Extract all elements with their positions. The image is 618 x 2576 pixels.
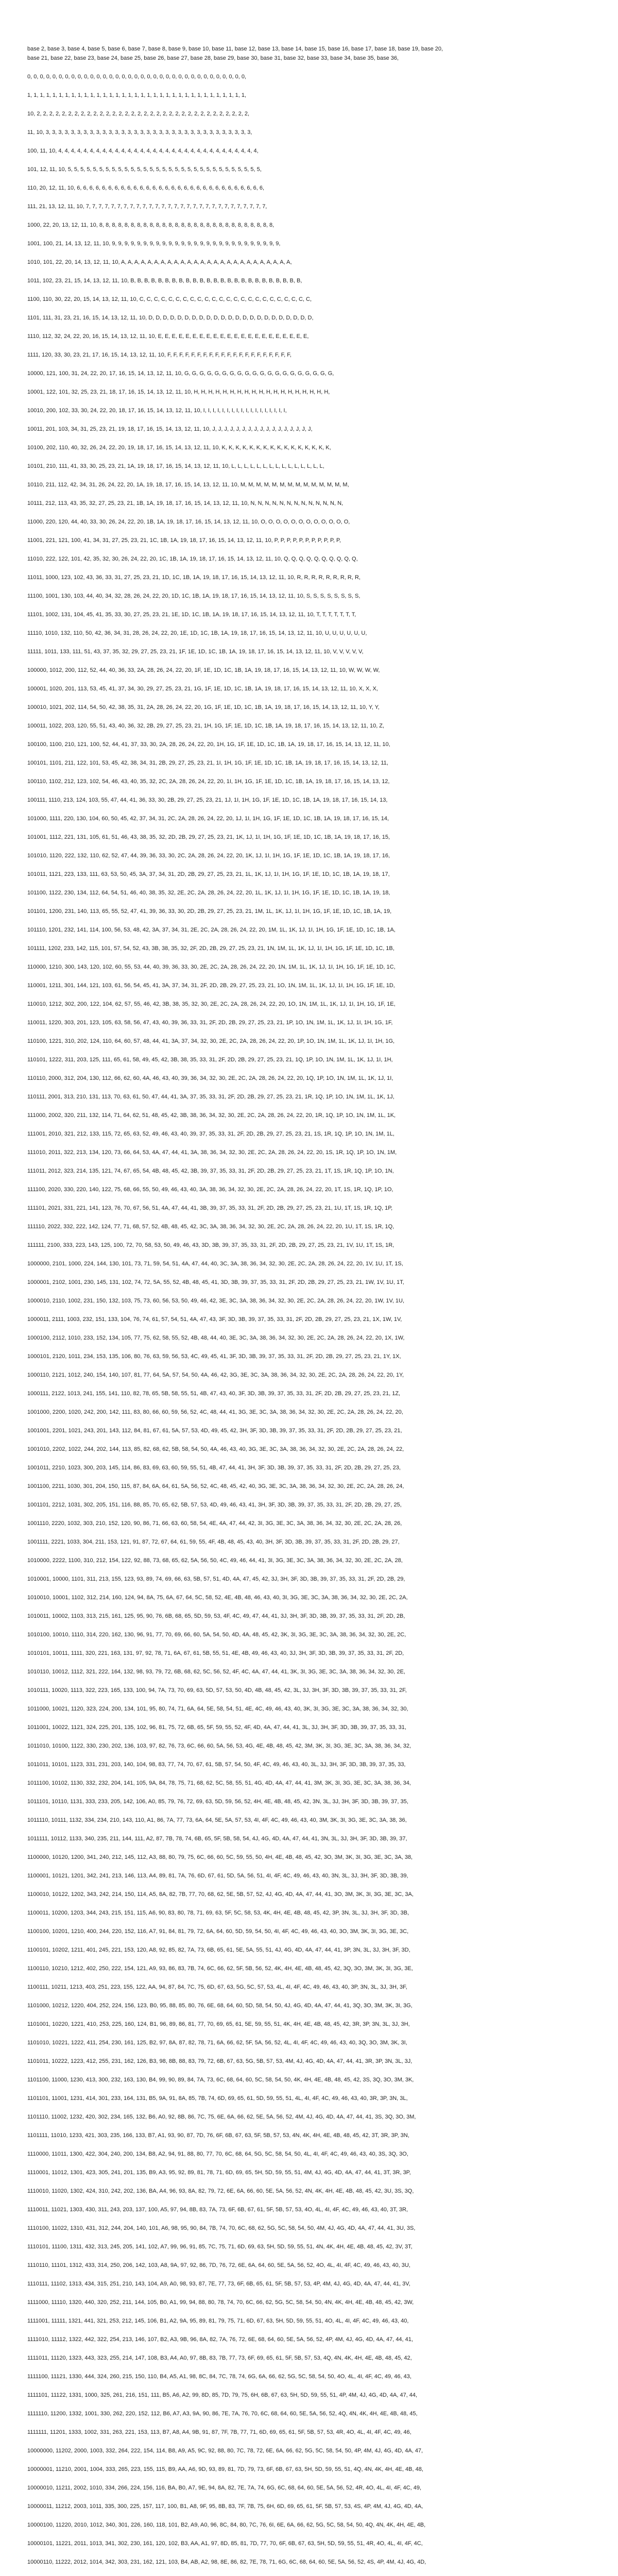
number-row: 1000010, 2110, 1002, 231, 150, 132, 103, 75, 73, 60, 56, 53, 50, 49, 46, 42, 3E, 3C, 3A, 38, 36, 34, 32, 30, 2E, 2C, 2A, 28, 26, 24, 22, 20, 1W, 1V, 1U, [27,1298,405,1304]
number-row: 111101, 2021, 331, 221, 141, 123, 76, 70, 67, 56, 51, 4A, 47, 44, 41, 3B, 39, 37, 35, 33, 31, 2F, 2D, 2B, 29, 27, 25, 23, 21, 1U, 1T, 1S, 1R, 1Q, 1P, [27,1205,393,1211]
number-row: 10000, 121, 100, 31, 24, 22, 20, 17, 16, 15, 14, 13, 12, 11, 10, G, G, G, G, G, G, G, G, G, G, G, G, G, G, G, G, G, G, G, G, [27,370,334,377]
number-row: 110010, 1212, 302, 200, 122, 104, 62, 57, 55, 46, 42, 3B, 38, 35, 32, 30, 2E, 2C, 2A, 28, 26, 24, 22, 20, 1O, 1N, 1M, 1L, 1K, 1J, 1I, 1H, 1G, 1F, 1E, [27,1001,396,1007]
header-line-2: base 21, base 22, base 23, base 24, base 25, base 26, base 27, base 28, base 29, base 30, base 31, base 32, base 33, base 34, base 35, base 36, [27,55,399,61]
number-row: 111001, 2010, 321, 212, 133, 115, 72, 65, 63, 52, 49, 46, 43, 40, 39, 37, 35, 33, 31, 2F, 2D, 2B, 29, 27, 25, 23, 21, 1S, 1R, 1Q, 1P, 1O, 1N, 1M, 1L, [27,1131,394,1137]
number-row: 1101100, 11000, 1230, 413, 300, 232, 163, 130, B4, 99, 90, 89, 84, 7A, 73, 6C, 68, 64, 60, 5C, 58, 54, 50, 4K, 4H, 4E, 4B, 48, 45, 42, 3S, 3Q, 3O, 3M, 3K, [27,2077,414,2083]
number-row: 101, 12, 11, 10, 5, 5, 5, 5, 5, 5, 5, 5, 5, 5, 5, 5, 5, 5, 5, 5, 5, 5, 5, 5, 5, 5, 5, 5, 5, 5, 5, 5, 5, 5, 5, [27,166,262,173]
number-row: 1000, 22, 20, 13, 12, 11, 10, 8, 8, 8, 8, 8, 8, 8, 8, 8, 8, 8, 8, 8, 8, 8, 8, 8, 8, 8, 8, 8, 8, 8, 8, 8, 8, 8, 8, [27,222,274,228]
number-row: 1001011, 2210, 1023, 300, 203, 145, 114, 86, 83, 69, 63, 60, 59, 55, 51, 4B, 47, 44, 41, 3H, 3F, 3D, 3B, 39, 37, 35, 33, 31, 2F, 2D, 2B, 29, 27, 25, 23, [27,1465,401,1471]
number-row: 111011, 2012, 323, 214, 135, 121, 74, 67, 65, 54, 4B, 48, 45, 42, 3B, 39, 37, 35, 33, 31, 2F, 2D, 2B, 29, 27, 25, 23, 21, 1T, 1S, 1R, 1Q, 1P, 1O, 1N, [27,1168,394,1174]
number-row: 1000001, 2102, 1001, 230, 145, 131, 102, 74, 72, 5A, 55, 52, 4B, 48, 45, 41, 3D, 3B, 39, 37, 35, 33, 31, 2F, 2D, 2B, 29, 27, 25, 23, 21, 1W, 1V, 1U, 1T, [27,1279,404,1285]
number-row: 10100, 202, 110, 40, 32, 26, 24, 22, 20, 19, 18, 17, 16, 15, 14, 13, 12, 11, 10, K, K, K, K, K, K, K, K, K, K, K, K, K, K, K, K, [27,445,331,451]
number-row: 1101110, 11002, 1232, 420, 302, 234, 165, 132, B6, A0, 92, 8B, 86, 7C, 75, 6E, 6A, 66, 62, 5E, 5A, 56, 52, 4M, 4J, 4G, 4D, 4A, 47, 44, 41, 3S, 3Q, 3O, 3M, [27,2114,416,2120]
number-row: 110000, 1210, 300, 143, 120, 102, 60, 55, 53, 44, 40, 39, 36, 33, 30, 2E, 2C, 2A, 28, 26, 24, 22, 20, 1N, 1M, 1L, 1K, 1J, 1I, 1H, 1G, 1F, 1E, 1D, 1C, [27,964,396,970]
number-row: 111111, 2100, 333, 223, 143, 125, 100, 72, 70, 58, 53, 50, 49, 46, 43, 3D, 3B, 39, 37, 35, 33, 31, 2F, 2D, 2B, 29, 27, 25, 23, 21, 1V, 1U, 1T, 1S, 1R, [27,1242,394,1248]
number-row: 11100, 1001, 130, 103, 44, 40, 34, 32, 28, 26, 24, 22, 20, 1D, 1C, 1B, 1A, 19, 18, 17, 16, 15, 14, 13, 12, 11, 10, S, S, S, S, S, S, S, S, [27,593,360,599]
number-row: 1011100, 10102, 1130, 332, 232, 204, 141, 105, 9A, 84, 78, 75, 71, 68, 62, 5C, 58, 55, 51, 4G, 4D, 4A, 47, 44, 41, 3M, 3K, 3I, 3G, 3E, 3C, 3A, 38, 36, 34, [27,1780,411,1786]
number-row: 10101, 210, 111, 41, 33, 30, 25, 23, 21, 1A, 19, 18, 17, 16, 15, 14, 13, 12, 11, 10, L, L, L, L, L, L, L, L, L, L, L, L, L, L, L, [27,463,324,469]
number-row: 110101, 1222, 311, 203, 125, 111, 65, 61, 58, 49, 45, 42, 3B, 38, 35, 33, 31, 2F, 2D, 2B, 29, 27, 25, 23, 21, 1Q, 1P, 1O, 1N, 1M, 1L, 1K, 1J, 1I, 1H, [27,1057,393,1063]
number-row: 1110000, 11011, 1300, 422, 304, 240, 200, 134, B8, A2, 94, 91, 88, 80, 77, 70, 6C, 68, 64, 5G, 5C, 58, 54, 50, 4L, 4I, 4F, 4C, 49, 46, 43, 40, 3S, 3Q, 3O, [27,2151,408,2157]
number-row: 1100100, 10201, 1210, 400, 244, 220, 152, 116, A7, 91, 84, 81, 79, 72, 6A, 64, 60, 5D, 59, 54, 50, 4I, 4F, 4C, 49, 46, 43, 40, 3O, 3M, 3K, 3I, 3G, 3E, 3C, [27,1928,409,1935]
number-row: 1000110, 2121, 1012, 240, 154, 140, 107, 81, 77, 64, 5A, 57, 54, 50, 4A, 46, 42, 3G, 3E, 3C, 3A, 38, 36, 34, 32, 30, 2E, 2C, 2A, 28, 26, 24, 22, 20, 1Y, [27,1372,404,1378]
number-row: 1000011, 2111, 1003, 232, 151, 133, 104, 76, 74, 61, 57, 54, 51, 4A, 47, 43, 3F, 3D, 3B, 39, 37, 35, 33, 31, 2F, 2D, 2B, 29, 27, 25, 23, 21, 1X, 1W, 1V, [27,1316,402,1323]
number-row: 100011, 1022, 203, 120, 55, 51, 43, 40, 36, 32, 2B, 29, 27, 25, 23, 21, 1H, 1G, 1F, 1E, 1D, 1C, 1B, 1A, 19, 18, 17, 16, 15, 14, 13, 12, 11, 10, Z, [27,723,385,729]
number-row: 1111100, 11121, 1330, 444, 324, 260, 215, 150, 110, B4, A5, A1, 98, 8C, 84, 7C, 78, 74, 6G, 6A, 66, 62, 5G, 5C, 58, 54, 50, 4O, 4L, 4I, 4F, 4C, 49, 46, 43, [27,2374,411,2380]
number-row: 11000, 220, 120, 44, 40, 33, 30, 26, 24, 22, 20, 1B, 1A, 19, 18, 17, 16, 15, 14, 13, 12, 11, 10, O, O, O, O, O, O, O, O, O, O, O, O, [27,519,350,525]
number-row: 1001111, 2221, 1033, 304, 211, 153, 121, 91, 87, 72, 67, 64, 61, 59, 55, 4F, 4B, 48, 45, 43, 40, 3H, 3F, 3D, 3B, 39, 37, 35, 33, 31, 2F, 2D, 2B, 29, 27, [27,1539,400,1545]
number-row: 1011001, 10022, 1121, 324, 225, 201, 135, 102, 96, 81, 75, 72, 6B, 65, 5F, 59, 55, 52, 4F, 4D, 4A, 47, 44, 41, 3L, 3J, 3H, 3F, 3D, 3B, 39, 37, 35, 33, 31, [27,1724,406,1731]
number-row: 100010, 1021, 202, 114, 54, 50, 42, 38, 35, 31, 2A, 28, 26, 24, 22, 20, 1G, 1F, 1E, 1D, 1C, 1B, 1A, 19, 18, 17, 16, 15, 14, 13, 12, 11, 10, Y, Y, [27,704,380,710]
number-row: 1110011, 11021, 1303, 430, 311, 243, 203, 137, 100, A5, 97, 94, 8B, 83, 7A, 73, 6F, 6B, 67, 61, 5F, 5B, 57, 53, 4O, 4L, 4I, 4F, 4C, 49, 46, 43, 40, 3T, 3R, [27,2207,408,2213]
number-row: 1010, 101, 22, 20, 14, 13, 12, 11, 10, A, A, A, A, A, A, A, A, A, A, A, A, A, A, A, A, A, A, A, A, A, A, A, A, A, A, [27,259,292,265]
number-row: 101110, 1201, 232, 141, 114, 100, 56, 53, 48, 42, 3A, 37, 34, 31, 2E, 2C, 2A, 28, 26, 24, 22, 20, 1M, 1L, 1K, 1J, 1I, 1H, 1G, 1F, 1E, 1D, 1C, 1B, 1A, [27,927,396,933]
number-row: 1101001, 10220, 1221, 410, 253, 225, 160, 124, B1, 96, 89, 86, 81, 77, 70, 69, 65, 61, 5E, 59, 55, 51, 4K, 4H, 4E, 4B, 48, 45, 42, 3R, 3P, 3N, 3L, 3J, 3H, [27,2021,410,2027]
header [27,44,599,63]
number-row: 10000011, 11212, 2003, 1011, 335, 300, 225, 157, 117, 100, B1, A8, 9F, 95, 8B, 83, 7F, 7B, 75, 6H, 6D, 69, 65, 61, 5F, 5B, 57, 53, 4S, 4P, 4M, 4J, 4G, 4D, 4A, [27,2503,423,2510]
number-row: 1111001, 11111, 1321, 441, 321, 253, 212, 145, 106, B1, A2, 9A, 95, 89, 81, 79, 75, 71, 6D, 67, 63, 5H, 5D, 59, 55, 51, 4O, 4L, 4I, 4F, 4C, 49, 46, 43, 40, [27,2318,409,2324]
number-row: 100, 11, 10, 4, 4, 4, 4, 4, 4, 4, 4, 4, 4, 4, 4, 4, 4, 4, 4, 4, 4, 4, 4, 4, 4, 4, 4, 4, 4, 4, 4, 4, 4, 4, 4, [27,148,259,154]
number-row: 1100001, 10121, 1201, 342, 241, 213, 146, 113, A4, 89, 81, 7A, 76, 6D, 67, 61, 5D, 5A, 56, 51, 4I, 4F, 4C, 49, 46, 43, 40, 3N, 3L, 3J, 3H, 3F, 3D, 3B, 39, [27,1873,408,1879]
number-row: 11001, 221, 121, 100, 41, 34, 31, 27, 25, 23, 21, 1C, 1B, 1A, 19, 18, 17, 16, 15, 14, 13, 12, 11, 10, P, P, P, P, P, P, P, P, P, P, P, [27,537,341,544]
number-row: 111010, 2011, 322, 213, 134, 120, 73, 66, 64, 53, 4A, 47, 44, 41, 3A, 38, 36, 34, 32, 30, 2E, 2C, 2A, 28, 26, 24, 22, 20, 1S, 1R, 1Q, 1P, 1O, 1N, 1M, [27,1149,397,1156]
number-row: 101100, 1122, 230, 134, 112, 64, 54, 51, 46, 40, 38, 35, 32, 2E, 2C, 2A, 28, 26, 24, 22, 20, 1L, 1K, 1J, 1I, 1H, 1G, 1F, 1E, 1D, 1C, 1B, 1A, 19, 18, [27,890,390,896]
number-row: 1000100, 2112, 1010, 233, 152, 134, 105, 77, 75, 62, 58, 55, 52, 4B, 48, 44, 40, 3E, 3C, 3A, 38, 36, 34, 32, 30, 2E, 2C, 2A, 28, 26, 24, 22, 20, 1X, 1W, [27,1335,405,1341]
number-row: 1, 1, 1, 1, 1, 1, 1, 1, 1, 1, 1, 1, 1, 1, 1, 1, 1, 1, 1, 1, 1, 1, 1, 1, 1, 1, 1, 1, 1, 1, 1, 1, 1, 1, 1, [27,92,246,98]
number-row: 101111, 1202, 233, 142, 115, 101, 57, 54, 52, 43, 3B, 38, 35, 32, 2F, 2D, 2B, 29, 27, 25, 23, 21, 1N, 1M, 1L, 1K, 1J, 1I, 1H, 1G, 1F, 1E, 1D, 1C, 1B, [27,945,394,952]
number-row: 1001101, 2212, 1031, 302, 205, 151, 116, 88, 85, 70, 65, 62, 5B, 57, 53, 4D, 49, 46, 43, 41, 3H, 3F, 3D, 3B, 39, 37, 35, 33, 31, 2F, 2D, 2B, 29, 27, 25, [27,1502,402,1508]
number-row: 1001000, 2200, 1020, 242, 200, 142, 111, 83, 80, 66, 60, 59, 56, 52, 4C, 48, 44, 41, 3G, 3E, 3C, 3A, 38, 36, 34, 32, 30, 2E, 2C, 2A, 28, 26, 24, 22, 20, [27,1409,403,1415]
number-row: 110111, 2001, 313, 210, 131, 113, 70, 63, 61, 50, 47, 44, 41, 3A, 37, 35, 33, 31, 2F, 2D, 2B, 29, 27, 25, 23, 21, 1R, 1Q, 1P, 1O, 1N, 1M, 1L, 1K, 1J, [27,1094,394,1100]
number-row: 1111, 120, 33, 30, 23, 21, 17, 16, 15, 14, 13, 12, 11, 10, F, F, F, F, F, F, F, F, F, F, F, F, F, F, F, F, F, F, F, F, F, [27,352,291,358]
number-row: 110100, 1221, 310, 202, 124, 110, 64, 60, 57, 48, 44, 41, 3A, 37, 34, 32, 30, 2E, 2C, 2A, 28, 26, 24, 22, 20, 1P, 1O, 1N, 1M, 1L, 1K, 1J, 1I, 1H, 1G, [27,1038,395,1044]
number-row: 100110, 1102, 212, 123, 102, 54, 46, 43, 40, 35, 32, 2C, 2A, 28, 26, 24, 22, 20, 1I, 1H, 1G, 1F, 1E, 1D, 1C, 1B, 1A, 19, 18, 17, 16, 15, 14, 13, 12, [27,778,390,785]
number-row: 1000111, 2122, 1013, 241, 155, 141, 110, 82, 78, 65, 5B, 58, 55, 51, 4B, 47, 43, 40, 3F, 3D, 3B, 39, 37, 35, 33, 31, 2F, 2D, 2B, 29, 27, 25, 23, 21, 1Z, [27,1391,401,1397]
number-row: 1111101, 11122, 1331, 1000, 325, 261, 216, 151, 111, B5, A6, A2, 99, 8D, 85, 7D, 79, 75, 6H, 6B, 67, 63, 5H, 5D, 59, 55, 51, 4P, 4M, 4J, 4G, 4D, 4A, 47, 44, [27,2392,418,2398]
number-row: 111, 21, 13, 12, 11, 10, 7, 7, 7, 7, 7, 7, 7, 7, 7, 7, 7, 7, 7, 7, 7, 7, 7, 7, 7, 7, 7, 7, 7, 7, 7, 7, 7, 7, 7, [27,204,267,210]
document [27,44,599,2576]
header-line-1: base 2, base 3, base 4, base 5, base 6, base 7, base 8, base 9, base 10, base 11, base 12, base 13, base 14, base 15, base 16, base 17, base 18, base 19, base 20, [27,46,443,52]
number-row: 10011, 201, 103, 34, 31, 25, 23, 21, 19, 18, 17, 16, 15, 14, 13, 12, 11, 10, J, J, J, J, J, J, J, J, J, J, J, J, J, J, J, J, J, [27,426,313,432]
number-row: 101011, 1121, 223, 133, 111, 63, 53, 50, 45, 3A, 37, 34, 31, 2D, 2B, 29, 27, 25, 23, 21, 1L, 1K, 1J, 1I, 1H, 1G, 1F, 1E, 1D, 1C, 1B, 1A, 19, 18, 17, [27,871,390,877]
number-row: 1001110, 2220, 1032, 303, 210, 152, 120, 90, 86, 71, 66, 63, 60, 58, 54, 4E, 4A, 47, 44, 42, 3I, 3G, 3E, 3C, 3A, 38, 36, 34, 32, 30, 2E, 2C, 2A, 28, 26, [27,1520,402,1527]
number-row: 1110, 112, 32, 24, 22, 20, 16, 15, 14, 13, 12, 11, 10, E, E, E, E, E, E, E, E, E, E, E, E, E, E, E, E, E, E, E, E, E, E, [27,333,309,340]
number-row: 1011, 102, 23, 21, 15, 14, 13, 12, 11, 10, B, B, B, B, B, B, B, B, B, B, B, B, B, B, B, B, B, B, B, B, B, B, B, B, B, [27,278,302,284]
number-row: 10000110, 11222, 2012, 1014, 342, 303, 231, 162, 121, 103, B4, AB, A2, 98, 8E, 86, 82, 7E, 78, 71, 6G, 6C, 68, 64, 60, 5E, 5A, 56, 52, 4S, 4P, 4M, 4J, 4G, 4D, [27,2559,426,2565]
number-row: 11, 10, 3, 3, 3, 3, 3, 3, 3, 3, 3, 3, 3, 3, 3, 3, 3, 3, 3, 3, 3, 3, 3, 3, 3, 3, 3, 3, 3, 3, 3, 3, 3, 3, 3, [27,129,252,135]
number-row: 100100, 1100, 210, 121, 100, 52, 44, 41, 37, 33, 30, 2A, 28, 26, 24, 22, 20, 1H, 1G, 1F, 1E, 1D, 1C, 1B, 1A, 19, 18, 17, 16, 15, 14, 13, 12, 11, 10, [27,741,390,748]
number-row: 111100, 2020, 330, 220, 140, 122, 75, 68, 66, 55, 50, 49, 46, 43, 40, 3A, 38, 36, 34, 32, 30, 2E, 2C, 2A, 28, 26, 24, 22, 20, 1T, 1S, 1R, 1Q, 1P, 1O, [27,1187,393,1193]
number-row: 11011, 1000, 123, 102, 43, 36, 33, 31, 27, 25, 23, 21, 1D, 1C, 1B, 1A, 19, 18, 17, 16, 15, 14, 13, 12, 11, 10, R, R, R, R, R, R, R, R, R, [27,574,360,581]
number-row: 1001, 100, 21, 14, 13, 12, 11, 10, 9, 9, 9, 9, 9, 9, 9, 9, 9, 9, 9, 9, 9, 9, 9, 9, 9, 9, 9, 9, 9, 9, 9, 9, 9, 9, 9, [27,241,281,247]
number-row: 1010011, 10002, 1103, 313, 215, 161, 125, 95, 90, 76, 6B, 68, 65, 5D, 59, 53, 4F, 4C, 49, 47, 44, 41, 3J, 3H, 3F, 3D, 3B, 39, 37, 35, 33, 31, 2F, 2D, 2B, [27,1613,405,1619]
number-row: 110011, 1220, 303, 201, 123, 105, 63, 58, 56, 47, 43, 40, 39, 36, 33, 31, 2F, 2D, 2B, 29, 27, 25, 23, 21, 1P, 1O, 1N, 1M, 1L, 1K, 1J, 1I, 1H, 1G, 1F, [27,1020,393,1026]
number-row: 10001, 122, 101, 32, 25, 23, 21, 18, 17, 16, 15, 14, 13, 12, 11, 10, H, H, H, H, H, H, H, H, H, H, H, H, H, H, H, H, H, H, H, [27,389,330,395]
number-row: 11010, 222, 122, 101, 42, 35, 32, 30, 26, 24, 22, 20, 1C, 1B, 1A, 19, 18, 17, 16, 15, 14, 13, 12, 11, 10, Q, Q, Q, Q, Q, Q, Q, Q, Q, Q, [27,556,358,562]
number-row: 1011010, 10100, 1122, 330, 230, 202, 136, 103, 97, 82, 76, 73, 6C, 66, 60, 5A, 56, 53, 4G, 4E, 4B, 48, 45, 42, 3M, 3K, 3I, 3G, 3E, 3C, 3A, 38, 36, 34, 32, [27,1743,411,1749]
number-row: 1110100, 11022, 1310, 431, 312, 244, 204, 140, 101, A6, 98, 95, 90, 84, 7B, 74, 70, 6C, 68, 62, 5G, 5C, 58, 54, 50, 4M, 4J, 4G, 4D, 4A, 47, 44, 41, 3U, 3S, [27,2225,416,2231]
number-row: 101010, 1120, 222, 132, 110, 62, 52, 47, 44, 39, 36, 33, 30, 2C, 2A, 28, 26, 24, 22, 20, 1K, 1J, 1I, 1H, 1G, 1F, 1E, 1D, 1C, 1B, 1A, 19, 18, 17, 16, [27,853,390,859]
number-row: 10000010, 11211, 2002, 1010, 334, 266, 224, 156, 116, BA, B0, A7, 9E, 94, 8A, 82, 7E, 7A, 74, 6G, 6C, 68, 64, 60, 5E, 5A, 56, 52, 4R, 4O, 4L, 4I, 4F, 4C, 49, [27,2485,422,2491]
rows-list [27,72,599,2576]
number-row: 1010101, 10011, 1111, 320, 221, 163, 131, 97, 92, 78, 71, 6A, 67, 61, 5B, 55, 51, 4E, 4B, 49, 46, 43, 40, 3J, 3H, 3F, 3D, 3B, 39, 37, 35, 33, 31, 2F, 2D, [27,1650,404,1656]
number-row: 1001010, 2202, 1022, 244, 202, 144, 113, 85, 82, 68, 62, 5B, 58, 54, 50, 4A, 46, 43, 40, 3G, 3E, 3C, 3A, 38, 36, 34, 32, 30, 2E, 2C, 2A, 28, 26, 24, 22, [27,1446,404,1452]
number-row: 100001, 1020, 201, 113, 53, 45, 41, 37, 34, 30, 29, 27, 25, 23, 21, 1G, 1F, 1E, 1D, 1C, 1B, 1A, 19, 18, 17, 16, 15, 14, 13, 12, 11, 10, X, X, X, [27,686,378,692]
number-row: 1100101, 10202, 1211, 401, 245, 221, 153, 120, A8, 92, 85, 82, 7A, 73, 6B, 65, 61, 5E, 5A, 55, 51, 4J, 4G, 4D, 4A, 47, 44, 41, 3P, 3N, 3L, 3J, 3H, 3F, 3D, [27,1947,410,1953]
number-row: 1101011, 10222, 1223, 412, 255, 231, 162, 126, B3, 98, 8B, 88, 83, 79, 72, 6B, 67, 63, 5G, 5B, 57, 53, 4M, 4J, 4G, 4D, 4A, 47, 44, 41, 3R, 3P, 3N, 3L, 3J, [27,2058,413,2064]
number-row: 1010100, 10010, 1110, 314, 220, 162, 130, 96, 91, 77, 70, 69, 66, 60, 5A, 54, 50, 4D, 4A, 48, 45, 42, 3K, 3I, 3G, 3E, 3C, 3A, 38, 36, 34, 32, 30, 2E, 2C, [27,1632,406,1638]
number-row: 1110110, 11101, 1312, 433, 314, 250, 206, 142, 103, A8, 9A, 97, 92, 86, 7D, 76, 72, 6E, 6A, 64, 60, 5E, 5A, 56, 52, 4O, 4L, 4I, 4F, 4C, 49, 46, 43, 40, 3U, [27,2262,410,2268]
number-row: 10000101, 11221, 2011, 1013, 341, 302, 230, 161, 120, 102, B3, AA, A1, 97, 8D, 85, 81, 7D, 77, 70, 6F, 6B, 67, 63, 5H, 5D, 59, 55, 51, 4R, 4O, 4L, 4I, 4F, 4C, [27,2540,423,2547]
number-row: 1000101, 2120, 1011, 234, 153, 135, 106, 80, 76, 63, 59, 56, 53, 4C, 49, 45, 41, 3F, 3D, 3B, 39, 37, 35, 33, 31, 2F, 2D, 2B, 29, 27, 25, 23, 21, 1Y, 1X, [27,1353,401,1360]
number-row: 1000000, 2101, 1000, 224, 144, 130, 101, 73, 71, 59, 54, 51, 4A, 47, 44, 40, 3C, 3A, 38, 36, 34, 32, 30, 2E, 2C, 2A, 28, 26, 24, 22, 20, 1V, 1U, 1T, 1S, [27,1261,403,1267]
number-row: 1011111, 10112, 1133, 340, 235, 211, 144, 111, A2, 87, 7B, 78, 74, 6B, 65, 5F, 5B, 58, 54, 4J, 4G, 4D, 4A, 47, 44, 41, 3N, 3L, 3J, 3H, 3F, 3D, 3B, 39, 37, [27,1836,407,1842]
number-row: 10111, 212, 113, 43, 35, 32, 27, 25, 23, 21, 1B, 1A, 19, 18, 17, 16, 15, 14, 13, 12, 11, 10, N, N, N, N, N, N, N, N, N, N, N, N, N, [27,500,344,506]
number-row: 1010111, 10020, 1113, 322, 223, 165, 133, 100, 94, 7A, 73, 70, 69, 63, 5D, 57, 53, 50, 4D, 4B, 48, 45, 42, 3L, 3J, 3H, 3F, 3D, 3B, 39, 37, 35, 33, 31, 2F, [27,1687,407,1693]
number-row: 100101, 1101, 211, 122, 101, 53, 45, 42, 38, 34, 31, 2B, 29, 27, 25, 23, 21, 1I, 1H, 1G, 1F, 1E, 1D, 1C, 1B, 1A, 19, 18, 17, 16, 15, 14, 13, 12, 11, [27,760,388,766]
number-row: 1111000, 11110, 1320, 440, 320, 252, 211, 144, 105, B0, A1, 99, 94, 88, 80, 78, 74, 70, 6C, 66, 62, 5G, 5C, 58, 54, 50, 4N, 4K, 4H, 4E, 4B, 48, 45, 42, 3W, [27,2299,414,2306]
number-row: 1010110, 10012, 1112, 321, 222, 164, 132, 98, 93, 79, 72, 6B, 68, 62, 5C, 56, 52, 4F, 4C, 4A, 47, 44, 41, 3K, 3I, 3G, 3E, 3C, 3A, 38, 36, 34, 32, 30, 2E, [27,1669,405,1675]
number-row: 1011101, 10110, 1131, 333, 233, 205, 142, 106, A0, 85, 79, 76, 72, 69, 63, 5D, 59, 56, 52, 4H, 4E, 4B, 48, 45, 42, 3N, 3L, 3J, 3H, 3F, 3D, 3B, 39, 37, 35, [27,1799,408,1805]
number-row: 10010, 200, 102, 33, 30, 24, 22, 20, 18, 17, 16, 15, 14, 13, 12, 11, 10, I, I, I, I, I, I, I, I, I, I, I, I, I, I, I, I, I, I, [27,408,287,414]
number-row: 1110001, 11012, 1301, 423, 305, 241, 201, 135, B9, A3, 95, 92, 89, 81, 78, 71, 6D, 69, 65, 5H, 5D, 59, 55, 51, 4M, 4J, 4G, 4D, 4A, 47, 44, 41, 3T, 3R, 3P, [27,2170,411,2176]
number-row: 1101010, 10221, 1222, 411, 254, 230, 161, 125, B2, 97, 8A, 87, 82, 78, 71, 6A, 66, 62, 5F, 5A, 56, 52, 4L, 4I, 4F, 4C, 49, 46, 43, 40, 3Q, 3O, 3M, 3K, 3I, [27,2040,407,2046]
number-row: 10000001, 11210, 2001, 1004, 333, 265, 223, 155, 115, B9, AA, A6, 9D, 93, 89, 81, 7D, 79, 73, 6F, 6B, 67, 63, 5H, 5D, 59, 55, 51, 4Q, 4N, 4K, 4H, 4E, 4B, 48, [27,2466,423,2472]
number-row: 1100, 110, 30, 22, 20, 15, 14, 13, 12, 11, 10, C, C, C, C, C, C, C, C, C, C, C, C, C, C, C, C, C, C, C, C, C, C, C, C, [27,296,312,302]
number-row: 1001001, 2201, 1021, 243, 201, 143, 112, 84, 81, 67, 61, 5A, 57, 53, 4D, 49, 45, 42, 3H, 3F, 3D, 3B, 39, 37, 35, 33, 31, 2F, 2D, 2B, 29, 27, 25, 23, 21, [27,1428,402,1434]
number-row: 1110111, 11102, 1313, 434, 315, 251, 210, 143, 104, A9, A0, 98, 93, 87, 7E, 77, 73, 6F, 6B, 65, 61, 5F, 5B, 57, 53, 4P, 4M, 4J, 4G, 4D, 4A, 47, 44, 41, 3V, [27,2281,410,2287]
number-row: 1011110, 10111, 1132, 334, 234, 210, 143, 110, A1, 86, 7A, 77, 73, 6A, 64, 5E, 5A, 57, 53, 4I, 4F, 4C, 49, 46, 43, 40, 3M, 3K, 3I, 3G, 3E, 3C, 3A, 38, 36, [27,1817,407,1823]
number-row: 10110, 211, 112, 42, 34, 31, 26, 24, 22, 20, 1A, 19, 18, 17, 16, 15, 14, 13, 12, 11, 10, M, M, M, M, M, M, M, M, M, M, M, M, M, M, [27,482,349,488]
number-row: 10, 2, 2, 2, 2, 2, 2, 2, 2, 2, 2, 2, 2, 2, 2, 2, 2, 2, 2, 2, 2, 2, 2, 2, 2, 2, 2, 2, 2, 2, 2, 2, 2, 2, 2, [27,111,250,117]
number-row: 1010010, 10001, 1102, 312, 214, 160, 124, 94, 8A, 75, 6A, 67, 64, 5C, 58, 52, 4E, 4B, 48, 46, 43, 40, 3I, 3G, 3E, 3C, 3A, 38, 36, 34, 32, 30, 2E, 2C, 2A, [27,1595,408,1601]
number-row: 0, 0, 0, 0, 0, 0, 0, 0, 0, 0, 0, 0, 0, 0, 0, 0, 0, 0, 0, 0, 0, 0, 0, 0, 0, 0, 0, 0, 0, 0, 0, 0, 0, 0, 0, [27,74,246,80]
number-row: 11111, 1011, 133, 111, 51, 43, 37, 35, 32, 29, 27, 25, 23, 21, 1F, 1E, 1D, 1C, 1B, 1A, 19, 18, 17, 16, 15, 14, 13, 12, 11, 10, V, V, V, V, V, [27,649,364,655]
number-row: 11101, 1002, 131, 104, 45, 41, 35, 33, 30, 27, 25, 23, 21, 1E, 1D, 1C, 1B, 1A, 19, 18, 17, 16, 15, 14, 13, 12, 11, 10, T, T, T, T, T, T, T, [27,612,356,618]
number-row: 1010001, 10000, 1101, 311, 213, 155, 123, 93, 89, 74, 69, 66, 63, 5B, 57, 51, 4D, 4A, 47, 45, 42, 3J, 3H, 3F, 3D, 3B, 39, 37, 35, 33, 31, 2F, 2D, 2B, 29, [27,1576,405,1582]
number-row: 1100000, 10120, 1200, 341, 240, 212, 145, 112, A3, 88, 80, 79, 75, 6C, 66, 60, 5C, 59, 55, 50, 4H, 4E, 4B, 48, 45, 42, 3O, 3M, 3K, 3I, 3G, 3E, 3C, 3A, 38, [27,1854,413,1860]
number-row: 110110, 2000, 312, 204, 130, 112, 66, 62, 60, 4A, 46, 43, 40, 39, 36, 34, 32, 30, 2E, 2C, 2A, 28, 26, 24, 22, 20, 1Q, 1P, 1O, 1N, 1M, 1L, 1K, 1J, 1I, [27,1075,393,1081]
number-row: 1111111, 11201, 1333, 1002, 331, 263, 221, 153, 113, B7, A8, A4, 9B, 91, 87, 7F, 7B, 77, 71, 6D, 69, 65, 61, 5F, 5B, 57, 53, 4R, 4O, 4L, 4I, 4F, 4C, 49, 46, [27,2429,411,2435]
number-row: 100000, 1012, 200, 112, 52, 44, 40, 36, 33, 2A, 28, 26, 24, 22, 20, 1F, 1E, 1D, 1C, 1B, 1A, 19, 18, 17, 16, 15, 14, 13, 12, 11, 10, W, W, W, W, [27,667,380,673]
number-row: 100111, 1110, 213, 124, 103, 55, 47, 44, 41, 36, 33, 30, 2B, 29, 27, 25, 23, 21, 1J, 1I, 1H, 1G, 1F, 1E, 1D, 1C, 1B, 1A, 19, 18, 17, 16, 15, 14, 13, [27,797,388,803]
number-row: 1001100, 2211, 1030, 301, 204, 150, 115, 87, 84, 6A, 64, 61, 5A, 56, 52, 4C, 48, 45, 42, 40, 3G, 3E, 3C, 3A, 38, 36, 34, 32, 30, 2E, 2C, 2A, 28, 26, 24, [27,1483,404,1489]
number-row: 1010000, 2222, 1100, 310, 212, 154, 122, 92, 88, 73, 68, 65, 62, 5A, 56, 50, 4C, 49, 46, 44, 41, 3I, 3G, 3E, 3C, 3A, 38, 36, 34, 32, 30, 2E, 2C, 2A, 28, [27,1557,403,1564]
number-row: 1111011, 11120, 1323, 443, 323, 255, 214, 147, 108, B3, A4, A0, 97, 8B, 83, 7B, 77, 73, 6F, 69, 65, 61, 5F, 5B, 57, 53, 4Q, 4N, 4K, 4H, 4E, 4B, 48, 45, 42, [27,2355,412,2361]
number-row: 1111010, 11112, 1322, 442, 322, 254, 213, 146, 107, B2, A3, 9B, 96, 8A, 82, 7A, 76, 72, 6E, 68, 64, 60, 5E, 5A, 56, 52, 4P, 4M, 4J, 4G, 4D, 4A, 47, 44, 41, [27,2336,413,2343]
number-row: 1101111, 11010, 1233, 421, 303, 235, 166, 133, B7, A1, 93, 90, 87, 7D, 76, 6F, 6B, 67, 63, 5F, 5B, 57, 53, 4N, 4K, 4H, 4E, 4B, 48, 45, 42, 3T, 3R, 3P, 3N, [27,2132,409,2139]
number-row: 11110, 1010, 132, 110, 50, 42, 36, 34, 31, 28, 26, 24, 22, 20, 1E, 1D, 1C, 1B, 1A, 19, 18, 17, 16, 15, 14, 13, 12, 11, 10, U, U, U, U, U, U, [27,630,367,636]
number-row: 1100011, 10200, 1203, 344, 243, 215, 151, 115, A6, 90, 83, 80, 78, 71, 69, 63, 5F, 5C, 58, 53, 4K, 4H, 4E, 4B, 48, 45, 42, 3P, 3N, 3L, 3J, 3H, 3F, 3D, 3B, [27,1910,409,1916]
number-row: 1110101, 11100, 1311, 432, 313, 245, 205, 141, 102, A7, 99, 96, 91, 85, 7C, 75, 71, 6D, 69, 63, 5H, 5D, 59, 55, 51, 4N, 4K, 4H, 4E, 4B, 48, 45, 42, 3V, 3T, [27,2244,413,2250]
number-row: 1101101, 11001, 1231, 414, 301, 233, 164, 131, B5, 9A, 91, 8A, 85, 7B, 74, 6D, 69, 65, 61, 5D, 59, 55, 51, 4L, 4I, 4F, 4C, 49, 46, 43, 40, 3R, 3P, 3N, 3L, [27,2095,408,2102]
number-row: 101000, 1111, 220, 130, 104, 60, 50, 45, 42, 37, 34, 31, 2C, 2A, 28, 26, 24, 22, 20, 1J, 1I, 1H, 1G, 1F, 1E, 1D, 1C, 1B, 1A, 19, 18, 17, 16, 15, 14, [27,816,389,822]
number-row: 1100010, 10122, 1202, 343, 242, 214, 150, 114, A5, 8A, 82, 7B, 77, 70, 68, 62, 5E, 5B, 57, 52, 4J, 4G, 4D, 4A, 47, 44, 41, 3O, 3M, 3K, 3I, 3G, 3E, 3C, 3A, [27,1891,414,1897]
number-row: 10000100, 11220, 2010, 1012, 340, 301, 226, 160, 118, 101, B2, A9, A0, 96, 8C, 84, 80, 7C, 76, 6I, 6E, 6A, 66, 62, 5G, 5C, 58, 54, 50, 4Q, 4N, 4K, 4H, 4E, 4B, [27,2522,426,2528]
number-row: 10000000, 11202, 2000, 1003, 332, 264, 222, 154, 114, B8, A9, A5, 9C, 92, 88, 80, 7C, 78, 72, 6E, 6A, 66, 62, 5G, 5C, 58, 54, 50, 4P, 4M, 4J, 4G, 4D, 4A, 47, [27,2448,423,2454]
number-row: 110, 20, 12, 11, 10, 6, 6, 6, 6, 6, 6, 6, 6, 6, 6, 6, 6, 6, 6, 6, 6, 6, 6, 6, 6, 6, 6, 6, 6, 6, 6, 6, 6, 6, 6, [27,185,265,191]
number-row: 101001, 1112, 221, 131, 105, 61, 51, 46, 43, 38, 35, 32, 2D, 2B, 29, 27, 25, 23, 21, 1K, 1J, 1I, 1H, 1G, 1F, 1E, 1D, 1C, 1B, 1A, 19, 18, 17, 16, 15, [27,834,390,840]
number-row: 1101, 111, 31, 23, 21, 16, 15, 14, 13, 12, 11, 10, D, D, D, D, D, D, D, D, D, D, D, D, D, D, D, D, D, D, D, D, D, D, D, [27,315,314,321]
number-row: 1110010, 11020, 1302, 424, 310, 242, 202, 136, BA, A4, 96, 93, 8A, 82, 79, 72, 6E, 6A, 66, 60, 5E, 5A, 56, 52, 4N, 4K, 4H, 4E, 4B, 48, 45, 42, 3U, 3S, 3Q, [27,2188,414,2194]
number-row: 1011011, 10101, 1123, 331, 231, 203, 140, 104, 98, 83, 77, 74, 70, 67, 61, 5B, 57, 54, 50, 4F, 4C, 49, 46, 43, 40, 3L, 3J, 3H, 3F, 3D, 3B, 39, 37, 35, 33, [27,1761,406,1768]
number-row: 1101000, 10212, 1220, 404, 252, 224, 156, 123, B0, 95, 88, 85, 80, 76, 6E, 68, 64, 60, 5D, 58, 54, 50, 4J, 4G, 4D, 4A, 47, 44, 41, 3Q, 3O, 3M, 3K, 3I, 3G, [27,2003,413,2009]
number-row: 1011000, 10021, 1120, 323, 224, 200, 134, 101, 95, 80, 74, 71, 6A, 64, 5E, 58, 54, 51, 4E, 4C, 49, 46, 43, 40, 3K, 3I, 3G, 3E, 3C, 3A, 38, 36, 34, 32, 30, [27,1706,408,1712]
number-row: 101101, 1200, 231, 140, 113, 65, 55, 52, 47, 41, 39, 36, 33, 30, 2D, 2B, 29, 27, 25, 23, 21, 1M, 1L, 1K, 1J, 1I, 1H, 1G, 1F, 1E, 1D, 1C, 1B, 1A, 19, [27,908,392,914]
number-row: 1111110, 11200, 1332, 1001, 330, 262, 220, 152, 112, B6, A7, A3, 9A, 90, 86, 7E, 7A, 76, 70, 6C, 68, 64, 60, 5E, 5A, 56, 52, 4Q, 4N, 4K, 4H, 4E, 4B, 48, 45, [27,2411,418,2417]
number-row: 110001, 1211, 301, 144, 121, 103, 61, 56, 54, 45, 41, 3A, 37, 34, 31, 2F, 2D, 2B, 29, 27, 25, 23, 21, 1O, 1N, 1M, 1L, 1K, 1J, 1I, 1H, 1G, 1F, 1E, 1D, [27,982,395,989]
number-row: 1100110, 10210, 1212, 402, 250, 222, 154, 121, A9, 93, 86, 83, 7B, 74, 6C, 66, 62, 5F, 5B, 56, 52, 4K, 4H, 4E, 4B, 48, 45, 42, 3Q, 3O, 3M, 3K, 3I, 3G, 3E, [27,1965,413,1972]
number-row: 111110, 2022, 332, 222, 142, 124, 77, 71, 68, 57, 52, 4B, 48, 45, 42, 3C, 3A, 38, 36, 34, 32, 30, 2E, 2C, 2A, 28, 26, 24, 22, 20, 1U, 1T, 1S, 1R, 1Q, [27,1224,394,1230]
number-row: 111000, 2002, 320, 211, 132, 114, 71, 64, 62, 51, 48, 45, 42, 3B, 38, 36, 34, 32, 30, 2E, 2C, 2A, 28, 26, 24, 22, 20, 1R, 1Q, 1P, 1O, 1N, 1M, 1L, 1K, [27,1112,396,1118]
number-row: 1100111, 10211, 1213, 403, 251, 223, 155, 122, AA, 94, 87, 84, 7C, 75, 6D, 67, 63, 5G, 5C, 57, 53, 4L, 4I, 4F, 4C, 49, 46, 43, 40, 3P, 3N, 3L, 3J, 3H, 3F, [27,1984,407,1990]
